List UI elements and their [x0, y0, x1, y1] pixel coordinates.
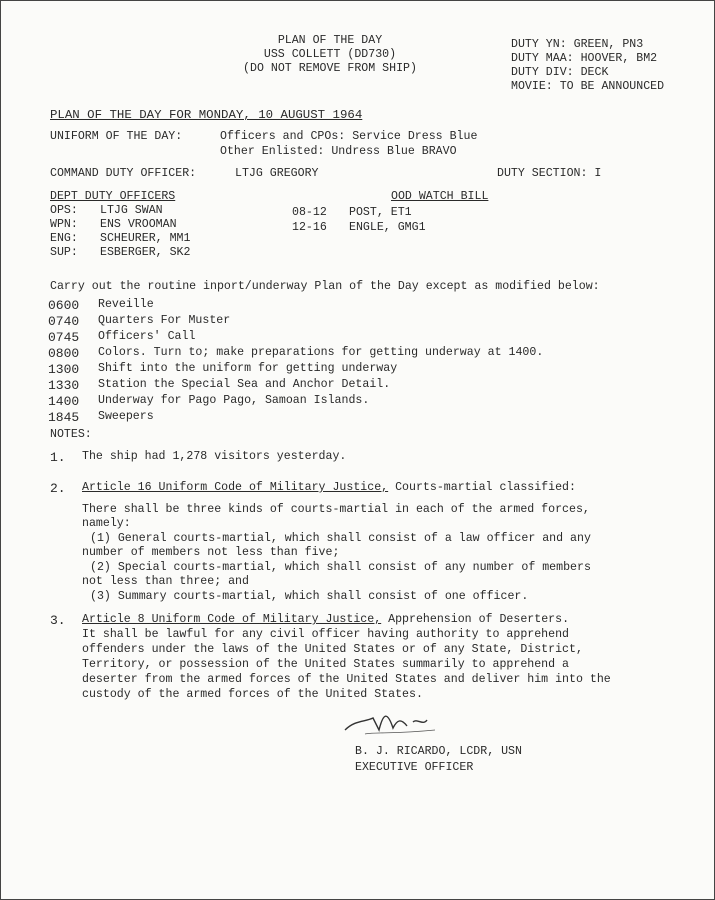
schedule-event: Station the Special Sea and Anchor Detail.	[98, 378, 391, 391]
note-number: 3.	[50, 613, 66, 628]
schedule-event: Officers' Call	[98, 330, 196, 343]
dept-officer: LTJG SWAN	[100, 204, 163, 217]
note-3-subject: Apprehension of Deserters.	[381, 613, 570, 626]
dept-code: WPN:	[50, 218, 78, 231]
schedule-time: 1400	[48, 394, 80, 409]
note-2-line: There shall be three kinds of courts-martial in each of the armed forces,	[82, 503, 590, 516]
schedule-time: 0600	[48, 298, 80, 313]
note-1-text: The ship had 1,278 visitors yesterday.	[82, 450, 347, 463]
notes-label: NOTES:	[50, 428, 92, 441]
uniform-label: UNIFORM OF THE DAY:	[50, 130, 183, 143]
schedule-time: 1845	[48, 410, 80, 425]
duty-yn: DUTY YN: GREEN, PN3	[511, 38, 644, 51]
header-ship: USS COLLETT (DD730)	[263, 48, 397, 61]
schedule-event: Colors. Turn to; make preparations for getting underway at 1400.	[98, 346, 544, 359]
signature-title: EXECUTIVE OFFICER	[355, 761, 474, 774]
duty-section: DUTY SECTION: I	[497, 167, 602, 180]
note-3-line: It shall be lawful for any civil officer having authority to apprehend	[82, 628, 570, 641]
note-2-line: not less than three; and	[82, 575, 249, 588]
watch-officer: POST, ET1	[349, 206, 412, 219]
duty-div: DUTY DIV: DECK	[511, 66, 609, 79]
watch-time: 08-12	[292, 206, 327, 219]
watch-officer: ENGLE, GMG1	[349, 221, 426, 234]
note-number: 2.	[50, 481, 66, 496]
command-duty-officer: LTJG GREGORY	[235, 167, 319, 180]
command-duty-label: COMMAND DUTY OFFICER:	[50, 167, 197, 180]
note-3-line: offenders under the laws of the United States or of any State, District,	[82, 643, 583, 656]
note-2-line: (2) Special courts-martial, which shall consist of any number of members	[90, 561, 591, 574]
schedule-time: 0800	[48, 346, 80, 361]
page-title: PLAN OF THE DAY FOR MONDAY, 10 AUGUST 1964	[50, 108, 363, 122]
schedule-time: 1330	[48, 378, 80, 393]
note-2-line: (1) General courts-martial, which shall consist of a law officer and any	[90, 532, 591, 545]
dept-officer: SCHEURER, MM1	[100, 232, 191, 245]
schedule-event: Underway for Pago Pago, Samoan Islands.	[98, 394, 370, 407]
schedule-event: Reveille	[98, 298, 154, 311]
note-2-line: number of members not less than five;	[82, 546, 340, 559]
uniform-officers: Officers and CPOs: Service Dress Blue	[220, 130, 478, 143]
uniform-enlisted: Other Enlisted: Undress Blue BRAVO	[220, 145, 457, 158]
dept-duty-header: DEPT DUTY OFFICERS	[50, 190, 176, 203]
dept-officer: ESBERGER, SK2	[100, 246, 191, 259]
dept-officer: ENS VROOMAN	[100, 218, 177, 231]
intro-text: Carry out the routine inport/underway Plan of the Day except as modified below:	[50, 280, 600, 293]
schedule-event: Quarters For Muster	[98, 314, 231, 327]
note-2-subject: Courts-martial classified:	[388, 481, 576, 494]
signature-scribble	[335, 700, 465, 745]
schedule-event: Shift into the uniform for getting underway	[98, 362, 398, 375]
dept-code: ENG:	[50, 232, 78, 245]
note-2-line: (3) Summary courts-martial, which shall consist of one officer.	[90, 590, 529, 603]
note-3-article: Article 8 Uniform Code of Military Justice,	[82, 613, 382, 626]
note-3-line: custody of the armed forces of the United States.	[82, 688, 423, 701]
note-3-title	[82, 613, 569, 626]
schedule-event: Sweepers	[98, 410, 154, 423]
dept-code: SUP:	[50, 246, 78, 259]
schedule-time: 0745	[48, 330, 80, 345]
note-number: 1.	[50, 450, 66, 465]
note-2-article: Article 16 Uniform Code of Military Justice,	[82, 481, 389, 494]
note-2-line: namely:	[82, 517, 131, 530]
note-3-line: Territory, or possession of the United States summarily to apprehend a	[82, 658, 570, 671]
note-2-title	[82, 481, 576, 494]
header-title: PLAN OF THE DAY	[277, 34, 383, 47]
watch-time: 12-16	[292, 221, 327, 234]
signature-name: B. J. RICARDO, LCDR, USN	[355, 745, 522, 758]
watch-bill-header: OOD WATCH BILL	[391, 190, 489, 203]
duty-maa: DUTY MAA: HOOVER, BM2	[511, 52, 658, 65]
header-notice: (DO NOT REMOVE FROM SHIP)	[243, 62, 417, 75]
movie: MOVIE: TO BE ANNOUNCED	[511, 80, 665, 93]
dept-code: OPS:	[50, 204, 78, 217]
schedule-time: 0740	[48, 314, 80, 329]
schedule-time: 1300	[48, 362, 80, 377]
note-3-line: deserter from the armed forces of the United States and deliver him into the	[82, 673, 611, 686]
